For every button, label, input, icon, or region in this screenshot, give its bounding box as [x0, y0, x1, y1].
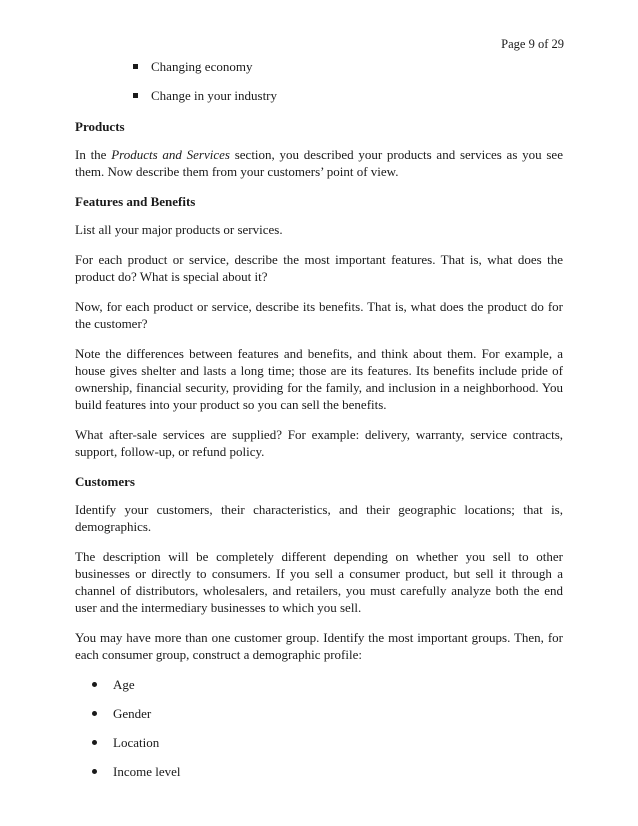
- list-item: [75, 52, 563, 81]
- paragraph-text: section, you described your products and services as you see them. Now describe them from your customers’ point of view.: [75, 147, 563, 179]
- customers-paragraph: Identify your customers, their characteristics, and their geographic locations; that is, demographics.: [75, 502, 563, 534]
- features-heading: Features and Benefits: [75, 194, 196, 209]
- page-number: Page 9 of 29: [501, 37, 564, 51]
- paragraph-text: In the: [75, 147, 112, 162]
- list-item-text: Changing economy: [151, 59, 253, 74]
- products-heading: Products: [75, 119, 125, 134]
- customers-paragraph: The description will be completely different depending on whether you sell to other businesses or directly to consumers. If you sell a consumer product, but sell it through a channel of distributors, wholesalers, and retailers, you must carefully analyze both the end user and the intermediary businesses to which you sell.: [75, 549, 563, 615]
- features-paragraph: Now, for each product or service, describe its benefits. That is, what does the product do for the customer?: [75, 299, 563, 331]
- square-bullet-icon: [133, 93, 138, 98]
- features-paragraph: List all your major products or services.: [75, 222, 283, 237]
- list-item: [75, 734, 563, 751]
- list-item-text: Location: [113, 735, 160, 750]
- list-item: [75, 81, 563, 110]
- bullet-icon: [92, 769, 97, 774]
- customers-paragraph: You may have more than one customer group. Identify the most important groups. Then, for each consumer group, construct a demographic profile:: [75, 630, 563, 662]
- list-item: [75, 705, 563, 722]
- bullet-icon: [92, 711, 97, 716]
- top-bullet-list: [75, 52, 563, 110]
- bullet-icon: [92, 682, 97, 687]
- list-item-text: Gender: [113, 706, 152, 721]
- list-item-text: Age: [113, 677, 135, 692]
- products-paragraph: [75, 146, 563, 180]
- list-item-text: Change in your industry: [151, 88, 278, 103]
- list-item: [75, 676, 563, 693]
- features-paragraph: For each product or service, describe the most important features. That is, what does the product do? What is special about it?: [75, 252, 563, 284]
- customers-heading: Customers: [75, 474, 135, 489]
- bullet-icon: [92, 740, 97, 745]
- square-bullet-icon: [133, 64, 138, 69]
- features-paragraph: Note the differences between features and benefits, and think about them. For example, a house gives shelter and lasts a long time; those are its features. Its benefits include pride of ownership, financial security, providing for the family, and inclusion in a neighborhood. You build features into your product so you can sell the benefits.: [75, 346, 563, 412]
- demographic-profile-list: [75, 676, 563, 780]
- features-paragraph: What after-sale services are supplied? For example: delivery, warranty, service contracts, support, follow-up, or refund policy.: [75, 427, 563, 459]
- list-item: [75, 763, 563, 780]
- section-reference: Products and Services: [111, 147, 230, 162]
- list-item-text: Income level: [113, 764, 181, 779]
- page-content: [75, 52, 563, 792]
